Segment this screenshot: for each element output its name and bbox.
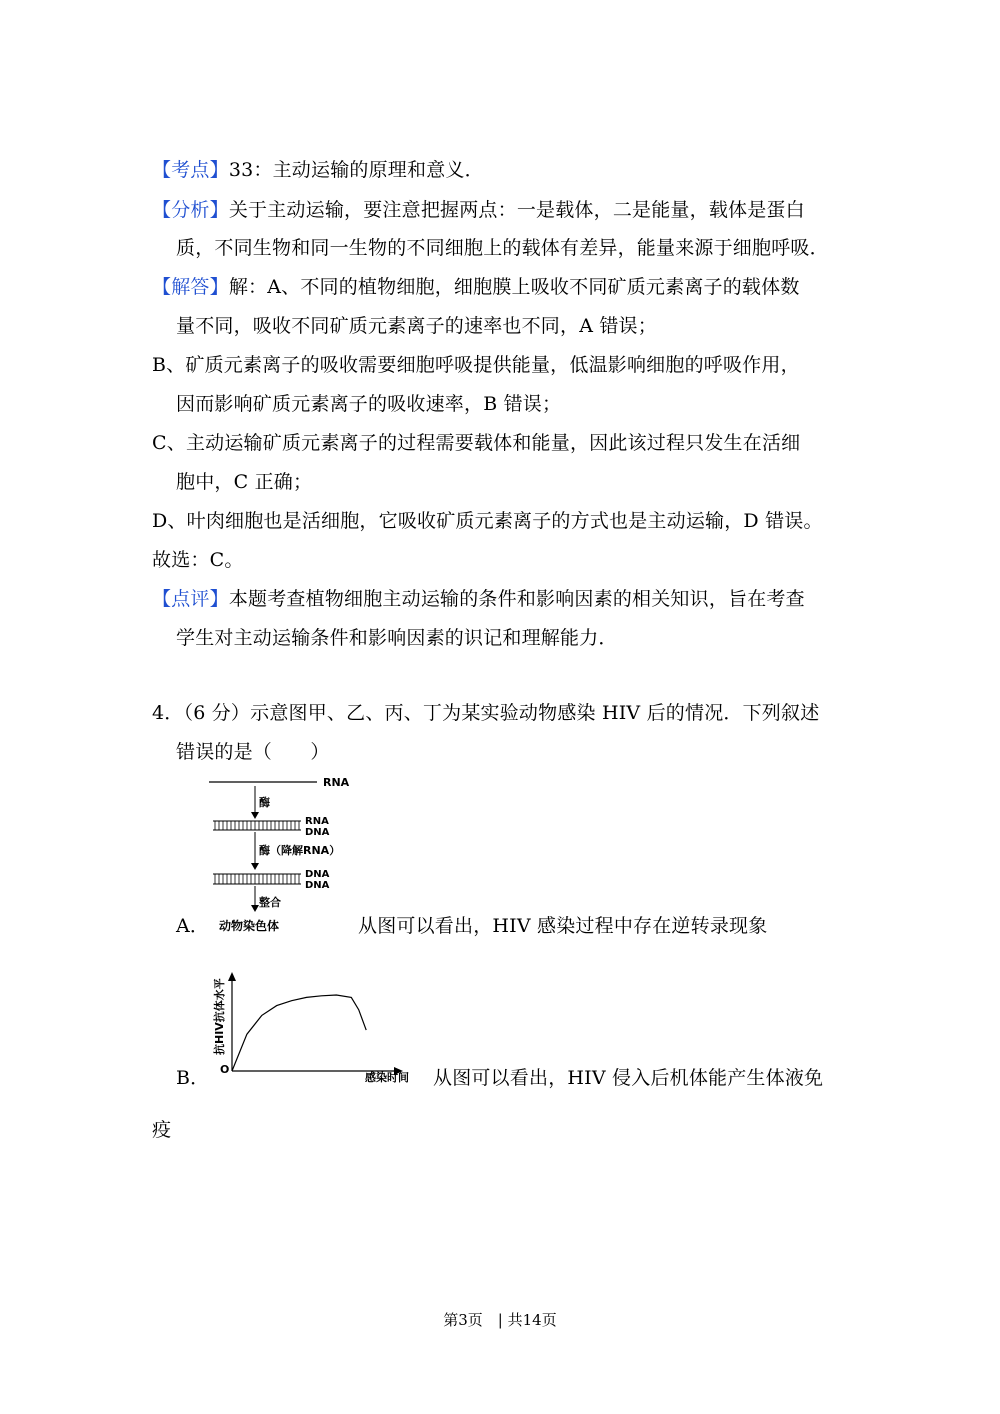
arrow-3-head [251,905,259,912]
option-b-chart [200,965,440,1090]
rna-top-label: RNA [323,776,350,789]
dna-double-strand [213,874,301,884]
arrow-1-head [251,812,259,819]
dna-low2-label: DNA [305,880,330,891]
enzyme1-label: 酶 [259,796,270,809]
fenxi-line2: 质，不同生物和同一生物的不同细胞上的载体有差异，能量来源于细胞呼吸． [176,237,829,259]
dianping-text1: 本题考查植物细胞主动运输的条件和影响因素的相关知识，旨在考查 [228,588,805,610]
rna-dna-hybrid [213,821,301,830]
page-footer: 第3页 | 共14页 [443,1311,557,1329]
jieda-tag: 【解答】 [152,276,229,298]
y-axis-arrow [228,972,236,981]
y-axis-label: 抗HIV抗体水平 [213,978,226,1055]
fenxi-text1: 关于主动运输，要注意把握两点：一是载体，二是能量，载体是蛋白 [228,199,805,221]
option-b-explain-line1: B、矿质元素离子的吸收需要细胞呼吸提供能量，低温影响细胞的呼吸作用， [152,354,800,376]
dianping-line2: 学生对主动运输条件和影响因素的识记和理解能力． [176,627,618,649]
enzyme2-label: 酶（降解RNA） [259,844,341,857]
dianping-line1 [152,587,805,611]
jieda-line1 [152,275,800,299]
jieda-text1: 解：A、不同的植物细胞，细胞膜上吸收不同矿质元素离子的载体数 [228,276,800,298]
kaodian-text: 33：主动运输的原理和意义． [228,159,484,181]
dianping-tag: 【点评】 [152,588,229,610]
option-d-explain-line: D、叶肉细胞也是活细胞，它吸收矿质元素离子的方式也是主动运输，D 错误。 [152,510,823,532]
option-b-text: 从图可以看出，HIV 侵入后机体能产生体液免 [433,1067,824,1089]
dna-mid-label: DNA [305,827,330,838]
integrate-label: 整合 [259,896,281,909]
x-axis-label: 感染时间 [365,1071,409,1084]
chromosome-label: 动物染色体 [219,919,280,933]
option-a-label: A． [176,915,210,937]
dna-low1-label: DNA [305,869,330,880]
option-a-text: 从图可以看出，HIV 感染过程中存在逆转录现象 [358,915,768,937]
antibody-series-line [232,995,366,1071]
fenxi-line1 [152,198,805,222]
question-line2: 错误的是（ ） [176,741,330,763]
fenxi-tag: 【分析】 [152,199,229,221]
jieda-line2: 量不同，吸收不同矿质元素离子的速率也不同，A 错误； [176,315,657,337]
answer-line: 故选：C。 [152,549,244,571]
question-line1: 4．（6 分）示意图甲、乙、丙、丁为某实验动物感染 HIV 后的情况．下列叙述 [152,702,820,724]
option-c-explain-line2: 胞中，C 正确； [176,471,313,493]
option-c-explain-line1: C、主动运输矿质元素离子的过程需要载体和能量，因此该过程只发生在活细 [152,432,801,454]
rna-mid-label: RNA [305,816,329,827]
option-b-label: B． [176,1067,210,1089]
kaodian-line [152,158,484,182]
option-b-text-continued: 疫 [152,1119,172,1141]
option-b-explain-line2: 因而影响矿质元素离子的吸收速率，B 错误； [176,393,562,415]
kaodian-tag: 【考点】 [152,159,229,181]
arrow-2-head [251,863,259,870]
origin-label: O [220,1063,230,1076]
option-a-diagram [205,768,375,938]
